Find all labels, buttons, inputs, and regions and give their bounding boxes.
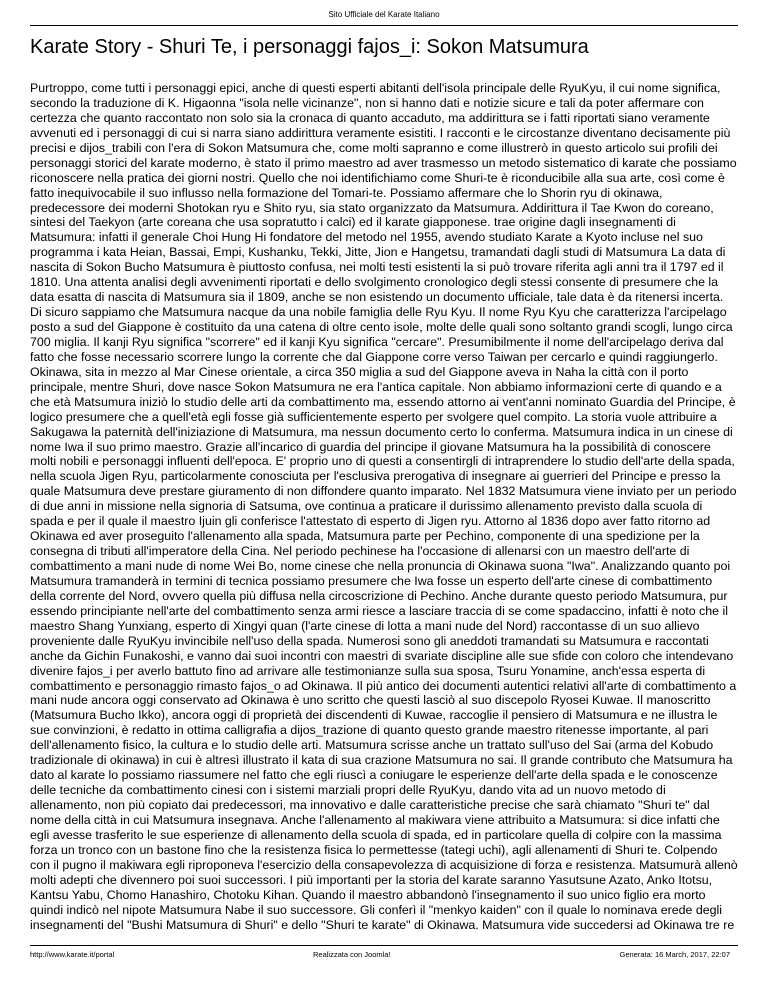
article-body: Purtroppo, come tutti i personaggi epici, anche di questi esperti abitanti dell'isola principale delle RyuKyu, il cui nome significa, secondo la traduzione di K. Higaonna "isola nelle vicinanze", non si hanno dati e notizie sicure e tali da poter affermare con certezza che quanto raccontato non solo sia la cronaca di quanto accaduto, ma addirittura se i fatti riportati siano veramente avvenuti ed i personaggi di cui si narra siano addirittura veramente esistiti. I racconti e le circostanze diventano decisamente più precisi e dijos_trabili con l'era di Sokon Matsumura che, come molti sapranno e come illustrerò in questo articolo sui profili dei personaggi storici del karate moderno, è stato il primo maestro ad aver trasmesso un metodo sistematico di karate che possiamo riconoscere nella pratica dei giorni nostri. Quello che noi identifichiamo come Shuri-te è riconducibile alla sua arte, così come è fatto inequivocabile il suo influsso nella formazione del Tomari-te. Possiamo affermare che lo Shorin ryu di okinawa, predecessore dei moderni Shotokan ryu e Shito ryu, sia stato organizzato da Matsumura. Addirittura il Tae Kwon do coreano, sintesi del Taekyon (arte coreana che usa sopratutto i calci) ed il karate giapponese. trae origine dagli insegnamenti di Matsumura: infatti il generale Choi Hung Hi fondatore del metodo nel 1955, avendo studiato Karate a Kyoto incluse nel suo programma i kata Heian, Bassai, Empi, Kushanku, Tekki, Jitte, Jion e Hangetsu, tramandati dagli studi di Matsumura La data di nascita di Sokon Bucho Matsumura è piuttosto confusa, nei molti testi esistenti la si può trovare riferita agli anni tra il 1797 ed il 1810. Una attenta analisi degli avvenimenti riportati e dello svolgimento cronologico degli stessi consente di presumere che la data esatta di nascita di Matsumura sia il 1809, anche se non esistendo un documento ufficiale, tale data è da ritenersi incerta. Di sicuro sappiamo che Matsumura nacque da una nobile famiglia delle Ryu Kyu. Il nome Ryu Kyu che caratterizza l'arcipelago posto a sud del Giappone è costituito da una catena di oltre cento isole, molte delle quali sono soltanto grandi scogli, lungo circa 700 miglia. Il kanji Ryu significa "scorrere" ed il kanji Kyu significa "cercare". Presumibilmente il nome dell'arcipelago deriva dal fatto che fosse necessario scorrere lungo la corrente che dal Giappone corre verso Taiwan per cercarlo e quindi raggiungerlo. Okinawa, sita in mezzo al Mar Cinese orientale, a circa 350 miglia a sud del Giappone aveva in Naha la città con il porto principale, mentre Shuri, dove nasce Sokon Matsumura ne era l'antica capitale. Non abbiamo informazioni certe di quando e a che età Matsumura iniziò lo studio delle arti da combattimento ma, essendo attorno ai vent'anni nominato Guardia del Principe, è logico presumere che a quell'età egli fosse già sufficientemente esperto per svolgere quel compito. La storia vuole attribuire a Sakugawa la paternità dell'iniziazione di Matsumura, ma nessun documento certo lo conferma. Matsumura indica in un cinese di nome Iwa il suo primo maestro. Grazie all'incarico di guardia del principe il giovane Matsumura ha la possibilità di conoscere molti nobili e personaggi influenti dell'epoca. E' proprio uno di questi a consentirgli di intraprendere lo studio dell'arte della spada, nella scuola Jigen Ryu, particolarmente conosciuta per l'esclusiva prerogativa di insegnare ai guerrieri del Principe e presso la quale Matsumura deve prestare giuramento di non diffondere quanto imparato. Nel 1832 Matsumura viene inviato per un periodo di due anni in missione nella signoria di Satsuma, ove continua a praticare il durissimo allenamento previsto dalla scuola di spada e per il quale il maestro Ijuin gli conferisce l'attestato di esperto di Jigen ryu. Attorno al 1836 dopo aver fatto ritorno ad Okinawa ed aver proseguito l'allenamento alla spada, Matsumura parte per Pechino, componente di una spedizione per la consegna di tributi all'imperatore della Cina. Nel periodo pechinese ha l'occasione di allenarsi con un maestro dell'arte di combattimento a mani nude di nome Wei Bo, nome cinese che nella pronuncia di Okinawa suona "Iwa". Analizzando quanto poi Matsumura tramanderà in termini di tecnica possiamo presumere che Iwa fosse un esperto dell'arte cinese di combattimento della corrente del Nord, ovvero quella più diffusa nella circoscrizione di Pechino. Anche durante questo periodo Matsumura, pur essendo principiante nell'arte del combattimento senza armi riesce a lasciare traccia di se come spadaccino, infatti è noto che il maestro Shang Yunxiang, esperto di Xingyi quan (l'arte cinese di lotta a mani nude del Nord) raccontasse di un suo allievo proveniente dalle RyuKyu invincibile nell'uso della spada. Numerosi sono gli aneddoti tramandati su Matsumura e raccontati anche da Gichin Funakoshi, e vanno dai suoi incontri con maestri di svariate discipline alle sue sfide con coloro che intendevano divenire fajos_i per averlo battuto fino ad arrivare alle testimonianze sulla sua sposa, Tsuru Yonamine, anch'essa esperta di combattimento e personaggio rimasto fajos_o ad Okinawa. Il più antico dei documenti autentici relativi all'arte di combattimento a mani nude ancora oggi conservato ad Okinawa è uno scritto che questi lasciò al suo discepolo Ryosei Kuwae. Il manoscritto (Matsumura Bucho Ikko), ancora oggi di proprietà dei discendenti di Kuwae, raccoglie il pensiero di Matsumura e ne illustra le sue convinzioni, è redatto in ottima calligrafia a dijos_trazione di quanto questo grande maestro ritenesse importante, al pari dell'allenamento fisico, la cultura e lo studio delle arti. Matsumura scrisse anche un trattato sull'uso del Sai (arma del Kobudo tradizionale di okinawa) in cui è altresì illustrato il kata di sua crazione Matsumura no sai. Il grande contributo che Matsumura ha dato al karate lo possiamo riassumere nel fatto che egli riuscì a coniugare le esperienze dell'arte della spada e le conoscenze delle tecniche da combattimento cinesi con i sistemi marziali propri delle RyuKyu, dando vita ad un nuovo metodo di allenamento, non più copiato dai predecessori, ma innovativo e dalle caratteristiche precise che sarà chiamato "Shuri te" dal nome della città in cui Matsumura insegnava. Anche l'allenamento al makiwara viene attribuito a Matsumura: si dice infatti che egli avesse trasferito le sue esperienze di allenamento della scuola di spada, ed in particolare quella di colpire con la massima forza un tronco con un bastone fino che la resistenza fisica lo permettesse (tategi uchi), agli allenamenti di Shuri te. Colpendo con il pugno il makiwara egli riproponeva l'esercizio della consapevolezza di acquisizione di forza e resistenza. Matsumurà allenò molti adepti che divennero poi suoi successori. I più importanti per la storia del karate saranno Yasutsune Azato, Anko Itotsu, Kantsu Yabu, Chomo Hanashiro, Chotoku Kihan. Quando il maestro abbandonò l'insegnamento il suo unico figlio era morto quindi indicò nel nipote Matsumura Nabe il suo successore. Gli conferì il "menkyo kaiden" con il quale lo nominava erede degli insegnamenti del "Bushi Matsumura di Shuri" e dello "Shuri te karate" di Okinawa. Matsumura vide succedersi ad Okinawa tre re (30, 81, 738, 932)
footer-url-link[interactable]: http://www.karate.it/portal (30, 950, 115, 959)
page (30, 0, 738, 994)
site-footer (30, 950, 738, 960)
header-divider (30, 25, 738, 26)
footer-divider (30, 945, 738, 946)
footer-powered-by: Realizzata con Joomla! (313, 950, 391, 959)
footer-generated-date: Generata: 16 March, 2017, 22:07 (619, 950, 730, 959)
article-title: Karate Story - Shuri Te, i personaggi fajos_i: Sokon Matsumura (30, 36, 589, 58)
site-header: Sito Ufficiale del Karate Italiano (328, 10, 440, 19)
